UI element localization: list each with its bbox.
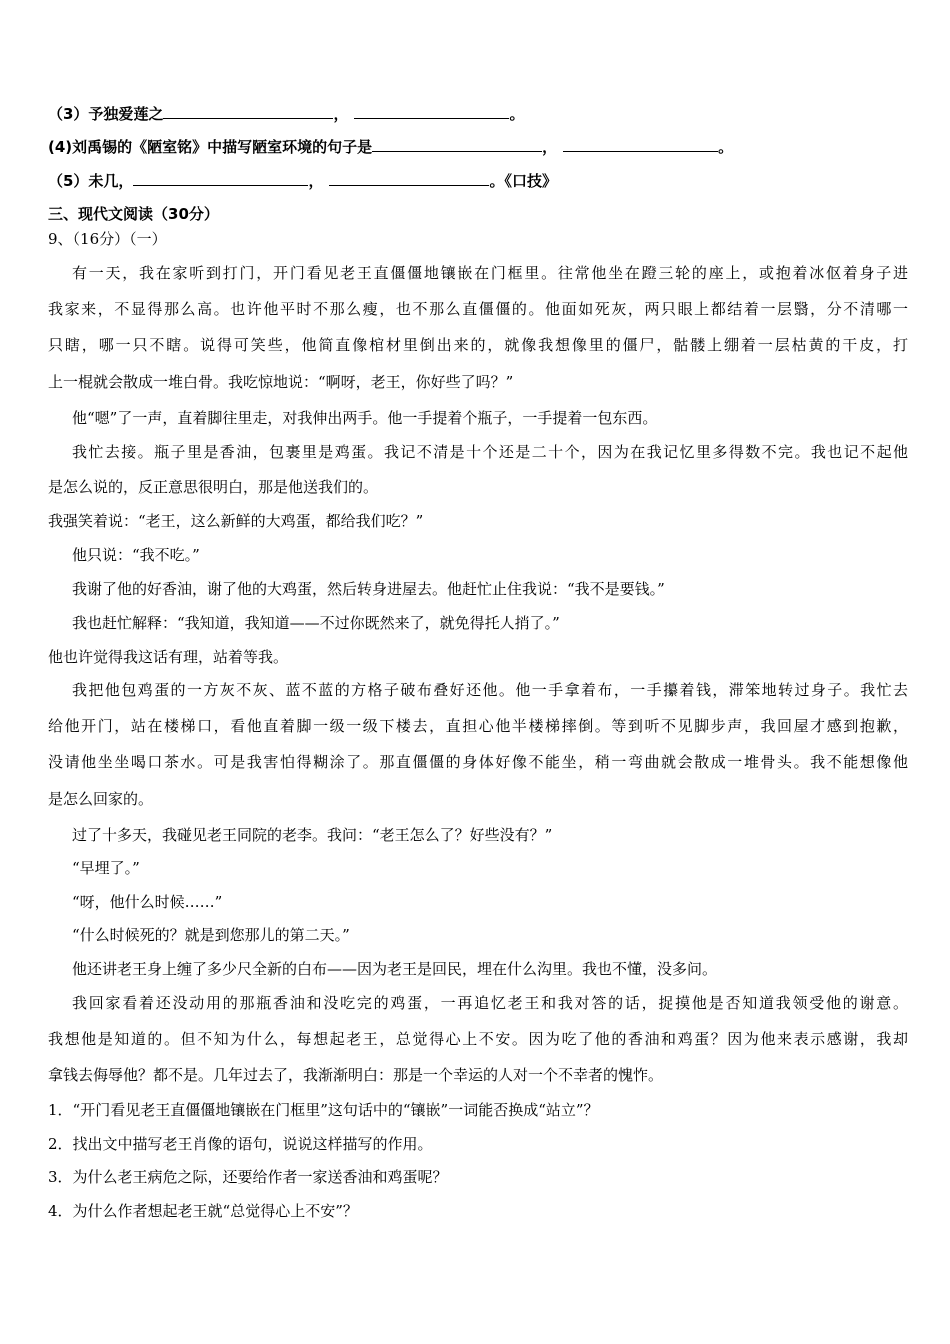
- passage-line: 我忙去接。瓶子里是香油，包裹里是鸡蛋。我记不清是十个还是二十个，因为在我记忆里多得数不完。我也记不起他: [72, 443, 908, 461]
- q4-end: 。: [718, 138, 734, 156]
- passage-line: 我谢了他的好香油，谢了他的大鸡蛋，然后转身进屋去。他赶忙止住我说：“我不是要钱。”: [72, 580, 665, 598]
- q4-blank-1[interactable]: [372, 137, 542, 152]
- passage-line: 给他开门，站在楼梯口，看他直着脚一级一级下楼去，直担心他半楼梯摔倒。等到听不见脚步声，我回屋才感到抱歉，: [48, 717, 908, 735]
- passage-line: 我强笑着说：“老王，这么新鲜的大鸡蛋，都给我们吃？”: [48, 512, 424, 530]
- passage-line: 拿钱去侮辱他？都不是。几年过去了，我渐渐明白：那是一个幸运的人对一个不幸者的愧怍。: [48, 1066, 664, 1084]
- q3-blank-2[interactable]: [354, 104, 509, 119]
- passage-line: 他“嗯”了一声，直着脚往里走，对我伸出两手。他一手提着个瓶子，一手提着一包东西。: [72, 409, 658, 427]
- question-item: 2．找出文中描写老王肖像的语句，说说这样描写的作用。: [48, 1135, 433, 1153]
- q3-blank-1[interactable]: [163, 104, 333, 119]
- passage-line: 他还讲老王身上缠了多少尺全新的白布——因为老王是回民，埋在什么沟里。我也不懂，没多问。: [72, 960, 718, 978]
- passage-line: “呀，他什么时候……”: [72, 893, 223, 911]
- q3-label: （3）予独爱莲之: [48, 105, 164, 123]
- passage-line: “什么时候死的？就是到您那儿的第二天。”: [72, 926, 350, 944]
- q5-sep: ，: [308, 172, 324, 190]
- q5-label: （5）未几，: [48, 172, 134, 190]
- fill-in-q3: [48, 104, 908, 124]
- passage-line: “早埋了。”: [72, 859, 140, 877]
- passage-line: 有一天，我在家听到打门，开门看见老王直僵僵地镶嵌在门框里。往常他坐在蹬三轮的座上，或抱着冰伛着身子进: [72, 264, 908, 282]
- q5-blank-1[interactable]: [133, 171, 308, 186]
- passage-line: 没请他坐坐喝口茶水。可是我害怕得糊涂了。那直僵僵的身体好像不能坐，稍一弯曲就会散成一堆骨头。我不能想像他: [48, 753, 908, 771]
- fill-in-q5: [48, 171, 908, 191]
- passage-line: 我回家看着还没动用的那瓶香油和没吃完的鸡蛋，一再追忆老王和我对答的话，捉摸他是否知道我领受他的谢意。: [72, 994, 908, 1012]
- question-item: 4．为什么作者想起老王就“总觉得心上不安”？: [48, 1202, 358, 1220]
- passage-line: 我家来，不显得那么高。也许他平时不那么瘦，也不那么直僵僵的。他面如死灰，两只眼上都结着一层翳，分不清哪一: [48, 300, 908, 318]
- passage-line: 我想他是知道的。但不知为什么，每想起老王，总觉得心上不安。因为吃了他的香油和鸡蛋？因为他来表示感谢，我却: [48, 1030, 908, 1048]
- passage-line: 过了十多天，我碰见老王同院的老李。我问：“老王怎么了？好些没有？”: [72, 826, 553, 844]
- question-item: 1．“开门看见老王直僵僵地镶嵌在门框里”这句话中的“镶嵌”一词能否换成“站立”？: [48, 1101, 599, 1119]
- passage-line: 我也赶忙解释：“我知道，我知道——不过你既然来了，就免得托人捎了。”: [72, 614, 560, 632]
- q3-end: 。: [509, 105, 525, 123]
- fill-in-q4: [48, 137, 908, 157]
- passage-line: 只瞎，哪一只不瞎。说得可笑些，他简直像棺材里倒出来的，就像我想像里的僵尸，骷髅上绷着一层枯黄的干皮，打: [48, 336, 908, 354]
- passage-line: 是怎么回家的。: [48, 790, 154, 808]
- q5-end: 。《口技》: [489, 172, 557, 190]
- section-title: 三、现代文阅读（30分）: [48, 205, 219, 223]
- passage-line: 他只说：“我不吃。”: [72, 546, 200, 564]
- q4-sep: ，: [542, 138, 558, 156]
- passage-line: 上一棍就会散成一堆白骨。我吃惊地说：“啊呀，老王，你好些了吗？”: [48, 373, 514, 391]
- passage-line: 他也许觉得我这话有理，站着等我。: [48, 648, 289, 666]
- q3-sep: ，: [333, 105, 349, 123]
- passage-line: 我把他包鸡蛋的一方灰不灰、蓝不蓝的方格子破布叠好还他。他一手拿着布，一手攥着钱，滞笨地转过身子。我忙去: [72, 681, 908, 699]
- passage-line: 是怎么说的，反正意思很明白，那是他送我们的。: [48, 478, 379, 496]
- question-item: 3．为什么老王病危之际，还要给作者一家送香油和鸡蛋呢？: [48, 1168, 448, 1186]
- q4-blank-2[interactable]: [563, 137, 718, 152]
- q5-blank-2[interactable]: [329, 171, 489, 186]
- q4-label: (4)刘禹锡的《陋室铭》中描写陋室环境的句子是: [48, 138, 373, 156]
- question-header: 9、（16分）（一）: [48, 230, 167, 248]
